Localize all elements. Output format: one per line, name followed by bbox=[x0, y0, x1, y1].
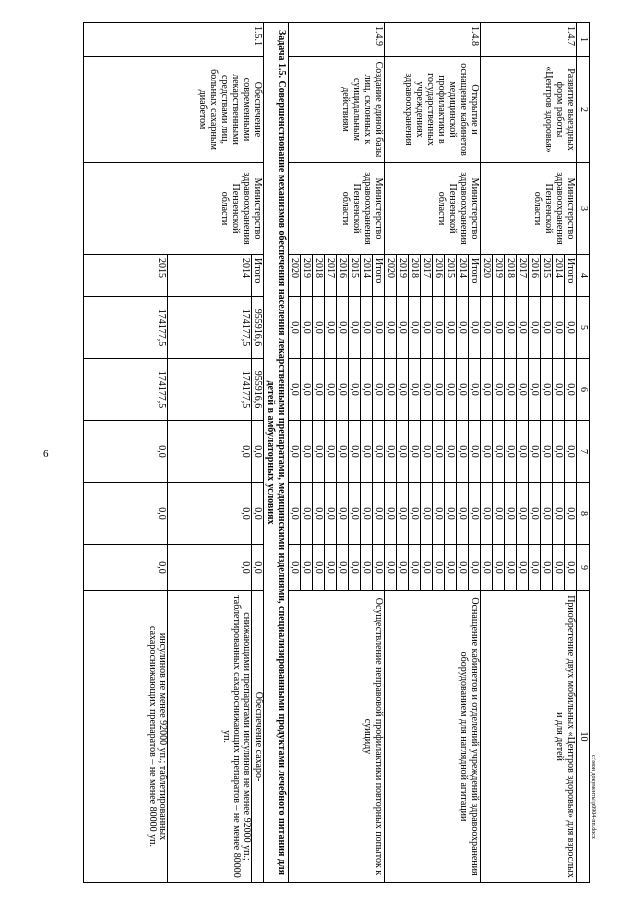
value-cell: 0,0 bbox=[397, 421, 409, 483]
row-number: 1.4.7 bbox=[481, 23, 577, 57]
value-cell: 0,0 bbox=[289, 359, 301, 421]
value-cell: 0,0 bbox=[349, 483, 361, 545]
year-cell: 2014 bbox=[361, 255, 373, 297]
value-cell: 0,0 bbox=[385, 483, 397, 545]
value-cell: 0,0 bbox=[529, 483, 541, 545]
value-cell: 174177,5 bbox=[168, 297, 252, 359]
value-cell: 174177,5 bbox=[84, 359, 168, 421]
value-cell: 0,0 bbox=[409, 545, 421, 591]
value-cell: 0,0 bbox=[301, 359, 313, 421]
column-number: 4 bbox=[577, 255, 590, 297]
value-cell: 0,0 bbox=[313, 483, 325, 545]
column-number: 2 bbox=[577, 57, 590, 163]
column-number: 7 bbox=[577, 421, 590, 483]
expected-result: Оснащение кабинетов и отделений учреждений здравоохранения оборудованием для наглядной агитации bbox=[385, 591, 481, 883]
value-cell: 0,0 bbox=[493, 483, 505, 545]
value-cell: 0,0 bbox=[349, 421, 361, 483]
value-cell: 0,0 bbox=[517, 297, 529, 359]
year-cell: 2019 bbox=[397, 255, 409, 297]
value-cell: 0,0 bbox=[445, 297, 457, 359]
value-cell: 0,0 bbox=[397, 297, 409, 359]
value-cell: 955916,6 bbox=[252, 297, 264, 359]
value-cell: 0,0 bbox=[349, 359, 361, 421]
value-cell: 0,0 bbox=[361, 297, 373, 359]
value-cell: 0,0 bbox=[493, 359, 505, 421]
table-row bbox=[565, 23, 577, 883]
value-cell: 0,0 bbox=[553, 421, 565, 483]
value-cell: 0,0 bbox=[349, 297, 361, 359]
year-cell: 2016 bbox=[337, 255, 349, 297]
value-cell: 0,0 bbox=[325, 545, 337, 591]
value-cell: 0,0 bbox=[469, 421, 481, 483]
column-number: 5 bbox=[577, 297, 590, 359]
value-cell: 0,0 bbox=[517, 483, 529, 545]
year-cell: 2016 bbox=[433, 255, 445, 297]
value-cell: 0,0 bbox=[313, 545, 325, 591]
value-cell: 0,0 bbox=[457, 545, 469, 591]
year-cell: 2014 bbox=[168, 255, 252, 297]
value-cell: 0,0 bbox=[421, 483, 433, 545]
task-heading: Задача 1.5. Совершенствование механизмов обеспечения населения лекарственными препаратами, медицинскими изделиями, специализированными продуктами лечебного питания для детей в амбулаторных условиях bbox=[264, 23, 289, 883]
value-cell: 0,0 bbox=[565, 545, 577, 591]
value-cell: 0,0 bbox=[493, 545, 505, 591]
expected-result: Приобретение двух мобильных «Центров здоровья» для взрослых и для детей bbox=[481, 591, 577, 883]
year-cell: 2017 bbox=[517, 255, 529, 297]
expected-result: снижающими препаратами инсулинов не менее 92000 уп.; таблетированных сахароснижающих препаратов – не менее 80000 уп. bbox=[168, 591, 252, 883]
column-number-row bbox=[577, 23, 590, 883]
value-cell: 0,0 bbox=[433, 545, 445, 591]
value-cell: 0,0 bbox=[373, 421, 385, 483]
value-cell: 0,0 bbox=[469, 359, 481, 421]
rotated-page bbox=[60, 22, 590, 882]
value-cell: 0,0 bbox=[385, 421, 397, 483]
value-cell: 0,0 bbox=[421, 297, 433, 359]
value-cell: 0,0 bbox=[505, 483, 517, 545]
year-cell: Итого bbox=[469, 255, 481, 297]
value-cell: 0,0 bbox=[529, 297, 541, 359]
year-cell: Итого bbox=[252, 255, 264, 297]
value-cell: 0,0 bbox=[252, 483, 264, 545]
value-cell: 0,0 bbox=[409, 483, 421, 545]
value-cell: 0,0 bbox=[289, 297, 301, 359]
year-cell: 2018 bbox=[505, 255, 517, 297]
value-cell: 0,0 bbox=[313, 359, 325, 421]
value-cell: 0,0 bbox=[373, 483, 385, 545]
value-cell: 0,0 bbox=[397, 483, 409, 545]
table-row bbox=[373, 23, 385, 883]
executor: Министерство здравоохранения Пензенской области bbox=[481, 163, 577, 255]
value-cell: 0,0 bbox=[301, 297, 313, 359]
expected-result: инсулинов не менее 92000 уп.; таблетированных сахароснижающих препаратов – не менее 80000 уп. bbox=[84, 591, 168, 883]
value-cell: 0,0 bbox=[325, 421, 337, 483]
value-cell: 0,0 bbox=[505, 421, 517, 483]
value-cell: 0,0 bbox=[385, 545, 397, 591]
column-number: 8 bbox=[577, 483, 590, 545]
value-cell: 0,0 bbox=[457, 421, 469, 483]
value-cell: 0,0 bbox=[553, 297, 565, 359]
value-cell: 955916,6 bbox=[252, 359, 264, 421]
value-cell: 0,0 bbox=[397, 359, 409, 421]
value-cell: 0,0 bbox=[421, 545, 433, 591]
value-cell: 0,0 bbox=[493, 297, 505, 359]
year-cell: 2015 bbox=[541, 255, 553, 297]
year-cell: Итого bbox=[565, 255, 577, 297]
value-cell: 0,0 bbox=[385, 359, 397, 421]
value-cell: 0,0 bbox=[433, 297, 445, 359]
value-cell: 0,0 bbox=[168, 421, 252, 483]
value-cell: 0,0 bbox=[301, 483, 313, 545]
year-cell: 2020 bbox=[289, 255, 301, 297]
value-cell: 0,0 bbox=[337, 421, 349, 483]
executor: Министерство здравоохранения Пензенской области bbox=[289, 163, 385, 255]
value-cell: 0,0 bbox=[421, 421, 433, 483]
year-cell: 2015 bbox=[445, 255, 457, 297]
value-cell: 0,0 bbox=[541, 483, 553, 545]
value-cell: 0,0 bbox=[301, 421, 313, 483]
page-number: 6 bbox=[43, 448, 49, 460]
value-cell: 0,0 bbox=[517, 545, 529, 591]
value-cell: 0,0 bbox=[565, 421, 577, 483]
value-cell: 0,0 bbox=[84, 483, 168, 545]
value-cell: 0,0 bbox=[505, 297, 517, 359]
year-cell: 2015 bbox=[84, 255, 168, 297]
value-cell: 0,0 bbox=[385, 297, 397, 359]
column-number: 9 bbox=[577, 545, 590, 591]
value-cell: 0,0 bbox=[373, 545, 385, 591]
year-cell: 2020 bbox=[385, 255, 397, 297]
value-cell: 0,0 bbox=[84, 421, 168, 483]
value-cell: 0,0 bbox=[361, 483, 373, 545]
year-cell: 2014 bbox=[553, 255, 565, 297]
value-cell: 0,0 bbox=[469, 297, 481, 359]
value-cell: 0,0 bbox=[361, 359, 373, 421]
value-cell: 0,0 bbox=[445, 483, 457, 545]
value-cell: 0,0 bbox=[517, 359, 529, 421]
value-cell: 0,0 bbox=[252, 545, 264, 591]
value-cell: 0,0 bbox=[481, 545, 493, 591]
table-body bbox=[84, 23, 590, 883]
value-cell: 0,0 bbox=[252, 421, 264, 483]
value-cell: 0,0 bbox=[289, 483, 301, 545]
value-cell: 0,0 bbox=[313, 421, 325, 483]
value-cell: 0,0 bbox=[481, 359, 493, 421]
value-cell: 0,0 bbox=[421, 359, 433, 421]
value-cell: 0,0 bbox=[433, 483, 445, 545]
value-cell: 0,0 bbox=[409, 297, 421, 359]
value-cell: 174177,5 bbox=[84, 297, 168, 359]
value-cell: 0,0 bbox=[565, 483, 577, 545]
value-cell: 0,0 bbox=[529, 545, 541, 591]
year-cell: 2014 bbox=[457, 255, 469, 297]
column-number: 6 bbox=[577, 359, 590, 421]
value-cell: 0,0 bbox=[505, 359, 517, 421]
value-cell: 0,0 bbox=[469, 483, 481, 545]
measure-name: Создание единой базы лиц, склонных к суицидальным действиям bbox=[289, 57, 385, 163]
value-cell: 0,0 bbox=[325, 483, 337, 545]
value-cell: 0,0 bbox=[301, 545, 313, 591]
measure-name: Развитие выездных форм работы «Центров здоровья» bbox=[481, 57, 577, 163]
value-cell: 0,0 bbox=[517, 421, 529, 483]
value-cell: 0,0 bbox=[541, 359, 553, 421]
year-cell: 2019 bbox=[493, 255, 505, 297]
value-cell: 174177,5 bbox=[168, 359, 252, 421]
value-cell: 0,0 bbox=[337, 545, 349, 591]
table-row bbox=[252, 23, 264, 883]
value-cell: 0,0 bbox=[325, 297, 337, 359]
expected-result: Осуществление неправовой профилактики повторных попыток к суициду bbox=[289, 591, 385, 883]
value-cell: 0,0 bbox=[361, 545, 373, 591]
value-cell: 0,0 bbox=[469, 545, 481, 591]
column-number: 3 bbox=[577, 163, 590, 255]
program-table bbox=[83, 22, 590, 883]
value-cell: 0,0 bbox=[445, 359, 457, 421]
footer-path: c:\мои документы\р0904-пп.docx bbox=[590, 755, 596, 839]
table-row bbox=[469, 23, 481, 883]
value-cell: 0,0 bbox=[529, 359, 541, 421]
value-cell: 0,0 bbox=[457, 297, 469, 359]
value-cell: 0,0 bbox=[529, 421, 541, 483]
value-cell: 0,0 bbox=[481, 421, 493, 483]
value-cell: 0,0 bbox=[313, 297, 325, 359]
column-number: 10 bbox=[577, 591, 590, 883]
year-cell: 2020 bbox=[481, 255, 493, 297]
value-cell: 0,0 bbox=[373, 297, 385, 359]
year-cell: 2018 bbox=[313, 255, 325, 297]
value-cell: 0,0 bbox=[541, 545, 553, 591]
value-cell: 0,0 bbox=[373, 359, 385, 421]
expected-result: Обеспечение сахаро- bbox=[252, 591, 264, 883]
value-cell: 0,0 bbox=[397, 545, 409, 591]
value-cell: 0,0 bbox=[349, 545, 361, 591]
value-cell: 0,0 bbox=[325, 359, 337, 421]
value-cell: 0,0 bbox=[337, 483, 349, 545]
year-cell: 2015 bbox=[349, 255, 361, 297]
value-cell: 0,0 bbox=[433, 421, 445, 483]
row-number: 1.4.9 bbox=[289, 23, 385, 57]
row-number: 1.4.8 bbox=[385, 23, 481, 57]
value-cell: 0,0 bbox=[445, 421, 457, 483]
value-cell: 0,0 bbox=[409, 359, 421, 421]
year-cell: Итого bbox=[373, 255, 385, 297]
column-number: 1 bbox=[577, 23, 590, 57]
value-cell: 0,0 bbox=[553, 359, 565, 421]
value-cell: 0,0 bbox=[168, 545, 252, 591]
value-cell: 0,0 bbox=[541, 297, 553, 359]
year-cell: 2019 bbox=[301, 255, 313, 297]
measure-name: Обеспечение современными лекарственными средствами лиц, больных сахарным диабетом bbox=[84, 57, 264, 163]
value-cell: 0,0 bbox=[505, 545, 517, 591]
value-cell: 0,0 bbox=[337, 359, 349, 421]
value-cell: 0,0 bbox=[541, 421, 553, 483]
value-cell: 0,0 bbox=[433, 359, 445, 421]
row-number: 1.5.1 bbox=[84, 23, 264, 57]
value-cell: 0,0 bbox=[289, 421, 301, 483]
value-cell: 0,0 bbox=[409, 421, 421, 483]
year-cell: 2017 bbox=[421, 255, 433, 297]
value-cell: 0,0 bbox=[84, 545, 168, 591]
task-row bbox=[264, 23, 289, 883]
year-cell: 2016 bbox=[529, 255, 541, 297]
year-cell: 2018 bbox=[409, 255, 421, 297]
year-cell: 2017 bbox=[325, 255, 337, 297]
executor: Министерство здравоохранения Пензенской области bbox=[385, 163, 481, 255]
value-cell: 0,0 bbox=[289, 545, 301, 591]
executor: Министерство здравоохранения Пензенской области bbox=[84, 163, 264, 255]
value-cell: 0,0 bbox=[337, 297, 349, 359]
value-cell: 0,0 bbox=[445, 545, 457, 591]
value-cell: 0,0 bbox=[481, 297, 493, 359]
value-cell: 0,0 bbox=[565, 297, 577, 359]
measure-name: Открытие и оснащение кабинетов медицинской профилактики в государственных учреждениях здравоохранения bbox=[385, 57, 481, 163]
value-cell: 0,0 bbox=[457, 359, 469, 421]
value-cell: 0,0 bbox=[168, 483, 252, 545]
value-cell: 0,0 bbox=[457, 483, 469, 545]
value-cell: 0,0 bbox=[361, 421, 373, 483]
value-cell: 0,0 bbox=[553, 545, 565, 591]
value-cell: 0,0 bbox=[565, 359, 577, 421]
value-cell: 0,0 bbox=[553, 483, 565, 545]
value-cell: 0,0 bbox=[493, 421, 505, 483]
value-cell: 0,0 bbox=[481, 483, 493, 545]
